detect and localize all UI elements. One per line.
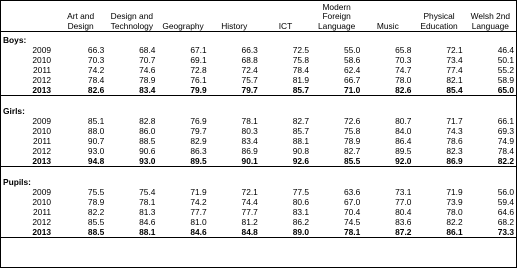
group-title-filler (362, 106, 413, 116)
value-cell: 88.1 (106, 227, 157, 238)
table-row (1, 136, 516, 146)
value-cell: 87.2 (362, 227, 413, 238)
group-title-filler (311, 106, 362, 116)
spacer-cell (260, 96, 311, 107)
value-cell: 74.5 (343, 217, 361, 227)
year-cell: 2011 (33, 207, 52, 217)
value-cell: 74.2 (190, 197, 207, 207)
value-cell: 71.7 (446, 116, 463, 126)
spacer-cell (362, 96, 413, 107)
group-title-filler (465, 35, 516, 45)
table-row (1, 55, 516, 65)
value-cell: 56.0 (497, 187, 514, 197)
year-cell: 2009 (32, 116, 52, 126)
value-cell: 83.4 (241, 136, 258, 146)
header-geography: Geography (157, 1, 208, 32)
spacer-row (1, 167, 516, 178)
value-cell: 93.0 (87, 146, 105, 156)
value-cell: 85.7 (260, 85, 311, 96)
spacer-cell (157, 167, 208, 178)
value-cell: 78.4 (497, 146, 514, 156)
value-cell: 75.7 (241, 75, 258, 85)
group-title-filler (311, 35, 362, 45)
value-cell: 66.1 (497, 116, 514, 126)
spacer-cell (413, 96, 464, 107)
value-cell: 63.6 (343, 187, 361, 197)
value-cell: 82.7 (343, 146, 361, 156)
value-cell: 46.4 (497, 45, 514, 55)
value-cell: 74.2 (87, 65, 105, 75)
spacer-cell (1, 96, 55, 107)
value-cell: 78.1 (241, 116, 258, 126)
group-title-filler (362, 177, 413, 187)
year-cell: 2013 (1, 85, 55, 96)
spacer-cell (311, 96, 362, 107)
spacer-cell (260, 167, 311, 178)
value-cell: 86.4 (395, 136, 412, 146)
group-title-filler (362, 35, 413, 45)
group-title-filler (209, 106, 260, 116)
attainment-table (1, 1, 516, 238)
value-cell: 86.0 (139, 126, 156, 136)
group-title-filler (260, 106, 311, 116)
year-cell: 2010 (32, 126, 52, 136)
group-title-filler (260, 177, 311, 187)
value-cell: 80.4 (395, 207, 412, 217)
table-row (1, 126, 516, 136)
value-cell: 82.3 (446, 146, 463, 156)
spacer-cell (362, 167, 413, 178)
spacer-cell (55, 167, 106, 178)
value-cell: 82.8 (139, 116, 156, 126)
value-cell: 79.7 (190, 126, 207, 136)
value-cell: 76.9 (190, 116, 207, 126)
value-cell: 83.4 (106, 85, 157, 96)
value-cell: 73.4 (446, 55, 463, 65)
group-title-filler (413, 35, 464, 45)
value-cell: 88.5 (139, 136, 156, 146)
value-cell: 84.8 (209, 227, 260, 238)
group-title-filler (465, 177, 516, 187)
table-row (1, 207, 516, 217)
group-title-filler (465, 106, 516, 116)
value-cell: 65.0 (465, 85, 516, 96)
value-cell: 85.1 (87, 116, 105, 126)
value-cell: 67.0 (343, 197, 361, 207)
value-cell: 66.3 (87, 45, 105, 55)
value-cell: 80.3 (241, 126, 258, 136)
table-row (1, 187, 516, 197)
value-cell: 68.2 (497, 217, 514, 227)
year-cell: 2010 (32, 55, 52, 65)
value-cell: 74.3 (446, 126, 463, 136)
value-cell: 55.0 (343, 45, 361, 55)
value-cell: 85.5 (87, 217, 105, 227)
group-title-row-girls (1, 106, 516, 116)
value-cell: 75.4 (139, 187, 156, 197)
group-title-filler (413, 177, 464, 187)
value-cell: 78.0 (446, 207, 463, 217)
year-cell: 2011 (33, 136, 52, 146)
value-cell: 72.4 (241, 65, 258, 75)
header-ict: ICT (260, 1, 311, 32)
spacer-cell (465, 96, 516, 107)
table-row (1, 116, 516, 126)
value-cell: 78.1 (311, 227, 362, 238)
value-cell: 86.1 (413, 227, 464, 238)
value-cell: 71.9 (446, 187, 463, 197)
value-cell: 94.8 (55, 156, 106, 167)
value-cell: 83.6 (395, 217, 412, 227)
year-cell: 2009 (32, 187, 52, 197)
group-title-filler (55, 35, 106, 45)
value-cell: 82.1 (446, 75, 463, 85)
group-title-filler (106, 35, 157, 45)
spacer-cell (311, 167, 362, 178)
value-cell: 75.8 (292, 55, 310, 65)
group-title-filler (55, 177, 106, 187)
spacer-cell (157, 96, 208, 107)
header-design-and-technology: Design and Technology (106, 1, 157, 32)
value-cell: 70.7 (139, 55, 156, 65)
value-cell: 77.7 (241, 207, 258, 217)
group-title-girls: Girls: (3, 106, 25, 116)
value-cell: 66.7 (343, 75, 361, 85)
group-title-pupils: Pupils: (3, 177, 31, 187)
value-cell: 92.6 (260, 156, 311, 167)
value-cell: 88.1 (292, 136, 310, 146)
group-title-filler (311, 177, 362, 187)
value-cell: 84.6 (157, 227, 208, 238)
value-cell: 90.7 (87, 136, 105, 146)
value-cell: 82.6 (362, 85, 413, 96)
value-cell: 88.5 (55, 227, 106, 238)
table-row (1, 146, 516, 156)
table-row (1, 227, 516, 238)
value-cell: 88.0 (87, 126, 105, 136)
group-title-filler (106, 106, 157, 116)
value-cell: 92.0 (362, 156, 413, 167)
value-cell: 82.9 (190, 136, 207, 146)
spacer-cell (1, 167, 55, 178)
value-cell: 89.5 (395, 146, 412, 156)
value-cell: 77.0 (395, 197, 412, 207)
value-cell: 86.9 (241, 146, 258, 156)
table-row (1, 65, 516, 75)
value-cell: 89.0 (260, 227, 311, 238)
value-cell: 89.5 (157, 156, 208, 167)
header-history: History (209, 1, 260, 32)
value-cell: 80.7 (395, 116, 412, 126)
value-cell: 65.8 (395, 45, 412, 55)
table-row (1, 85, 516, 96)
value-cell: 80.6 (292, 197, 310, 207)
value-cell: 67.1 (190, 45, 207, 55)
year-cell: 2013 (1, 227, 55, 238)
value-cell: 72.8 (190, 65, 207, 75)
group-title-row-boys (1, 35, 516, 45)
value-cell: 70.3 (87, 55, 105, 65)
value-cell: 81.2 (241, 217, 258, 227)
value-cell: 78.4 (292, 65, 310, 75)
value-cell: 68.8 (241, 55, 258, 65)
group-title-filler (209, 177, 260, 187)
value-cell: 72.1 (241, 187, 258, 197)
value-cell: 77.4 (446, 65, 463, 75)
value-cell: 73.9 (446, 197, 463, 207)
value-cell: 71.9 (190, 187, 207, 197)
value-cell: 77.5 (292, 187, 310, 197)
spacer-row (1, 96, 516, 107)
spacer-cell (55, 96, 106, 107)
value-cell: 58.6 (343, 55, 361, 65)
value-cell: 77.7 (190, 207, 207, 217)
header-modern-foreign-language: Modern Foreign Language (311, 1, 362, 32)
table-row (1, 45, 516, 55)
value-cell: 78.1 (139, 197, 156, 207)
value-cell: 66.3 (241, 45, 258, 55)
value-cell: 82.6 (55, 85, 106, 96)
value-cell: 73.1 (395, 187, 412, 197)
value-cell: 74.6 (139, 65, 156, 75)
value-cell: 78.9 (87, 197, 105, 207)
year-cell: 2009 (32, 45, 52, 55)
group-title-row-pupils (1, 177, 516, 187)
value-cell: 62.4 (343, 65, 361, 75)
value-cell: 72.5 (292, 45, 310, 55)
value-cell: 81.0 (190, 217, 207, 227)
value-cell: 78.0 (395, 75, 412, 85)
group-title-filler (413, 106, 464, 116)
value-cell: 90.6 (139, 146, 156, 156)
group-title-filler (55, 106, 106, 116)
value-cell: 85.4 (413, 85, 464, 96)
year-cell: 2011 (33, 65, 52, 75)
value-cell: 78.9 (343, 136, 361, 146)
value-cell: 78.9 (139, 75, 156, 85)
value-cell: 69.3 (497, 126, 514, 136)
value-cell: 75.8 (343, 126, 361, 136)
year-cell: 2013 (1, 156, 55, 167)
value-cell: 73.3 (465, 227, 516, 238)
spacer-cell (106, 167, 157, 178)
value-cell: 82.2 (87, 207, 105, 217)
spacer-cell (465, 167, 516, 178)
value-cell: 74.9 (497, 136, 514, 146)
value-cell: 86.3 (190, 146, 207, 156)
group-title-filler (157, 35, 208, 45)
value-cell: 79.9 (157, 85, 208, 96)
value-cell: 68.4 (139, 45, 156, 55)
group-title-filler (106, 177, 157, 187)
header-art-and-design: Art and Design (55, 1, 106, 32)
value-cell: 72.6 (343, 116, 361, 126)
spacer-cell (413, 167, 464, 178)
group-title-boys: Boys: (3, 35, 27, 45)
year-cell: 2012 (32, 146, 52, 156)
year-cell: 2012 (32, 217, 52, 227)
header-physical-education: Physical Education (413, 1, 464, 32)
value-cell: 69.1 (190, 55, 207, 65)
value-cell: 84.0 (395, 126, 412, 136)
value-cell: 70.3 (395, 55, 412, 65)
header-music: Music (362, 1, 413, 32)
value-cell: 82.2 (465, 156, 516, 167)
value-cell: 72.1 (446, 45, 463, 55)
group-title-filler (157, 177, 208, 187)
value-cell: 74.4 (241, 197, 258, 207)
value-cell: 58.9 (497, 75, 514, 85)
value-cell: 82.7 (292, 116, 310, 126)
value-cell: 78.6 (446, 136, 463, 146)
value-cell: 86.2 (292, 217, 310, 227)
group-title-filler (260, 35, 311, 45)
value-cell: 71.0 (311, 85, 362, 96)
table-row (1, 217, 516, 227)
value-cell: 59.4 (497, 197, 514, 207)
header-welsh-2nd-language: Welsh 2nd Language (465, 1, 516, 32)
spacer-cell (106, 96, 157, 107)
value-cell: 93.0 (106, 156, 157, 167)
value-cell: 81.9 (292, 75, 310, 85)
year-cell: 2012 (32, 75, 52, 85)
header-blank (1, 1, 55, 32)
value-cell: 90.8 (292, 146, 310, 156)
table-row (1, 197, 516, 207)
value-cell: 85.5 (311, 156, 362, 167)
value-cell: 83.1 (292, 207, 310, 217)
group-title-filler (209, 35, 260, 45)
value-cell: 81.3 (139, 207, 156, 217)
value-cell: 78.4 (87, 75, 105, 85)
table-row (1, 75, 516, 85)
value-cell: 85.7 (292, 126, 310, 136)
value-cell: 86.9 (413, 156, 464, 167)
value-cell: 64.6 (497, 207, 514, 217)
spacer-cell (209, 167, 260, 178)
year-cell: 2010 (32, 197, 52, 207)
value-cell: 70.4 (343, 207, 361, 217)
value-cell: 75.5 (87, 187, 105, 197)
value-cell: 84.6 (139, 217, 156, 227)
spacer-cell (209, 96, 260, 107)
value-cell: 76.1 (190, 75, 207, 85)
table-row (1, 156, 516, 167)
value-cell: 90.1 (209, 156, 260, 167)
value-cell: 50.1 (497, 55, 514, 65)
value-cell: 74.7 (395, 65, 412, 75)
group-title-filler (157, 106, 208, 116)
header-row (1, 1, 516, 32)
value-cell: 55.2 (497, 65, 514, 75)
value-cell: 82.2 (446, 217, 463, 227)
table-body (1, 32, 516, 238)
value-cell: 79.7 (209, 85, 260, 96)
